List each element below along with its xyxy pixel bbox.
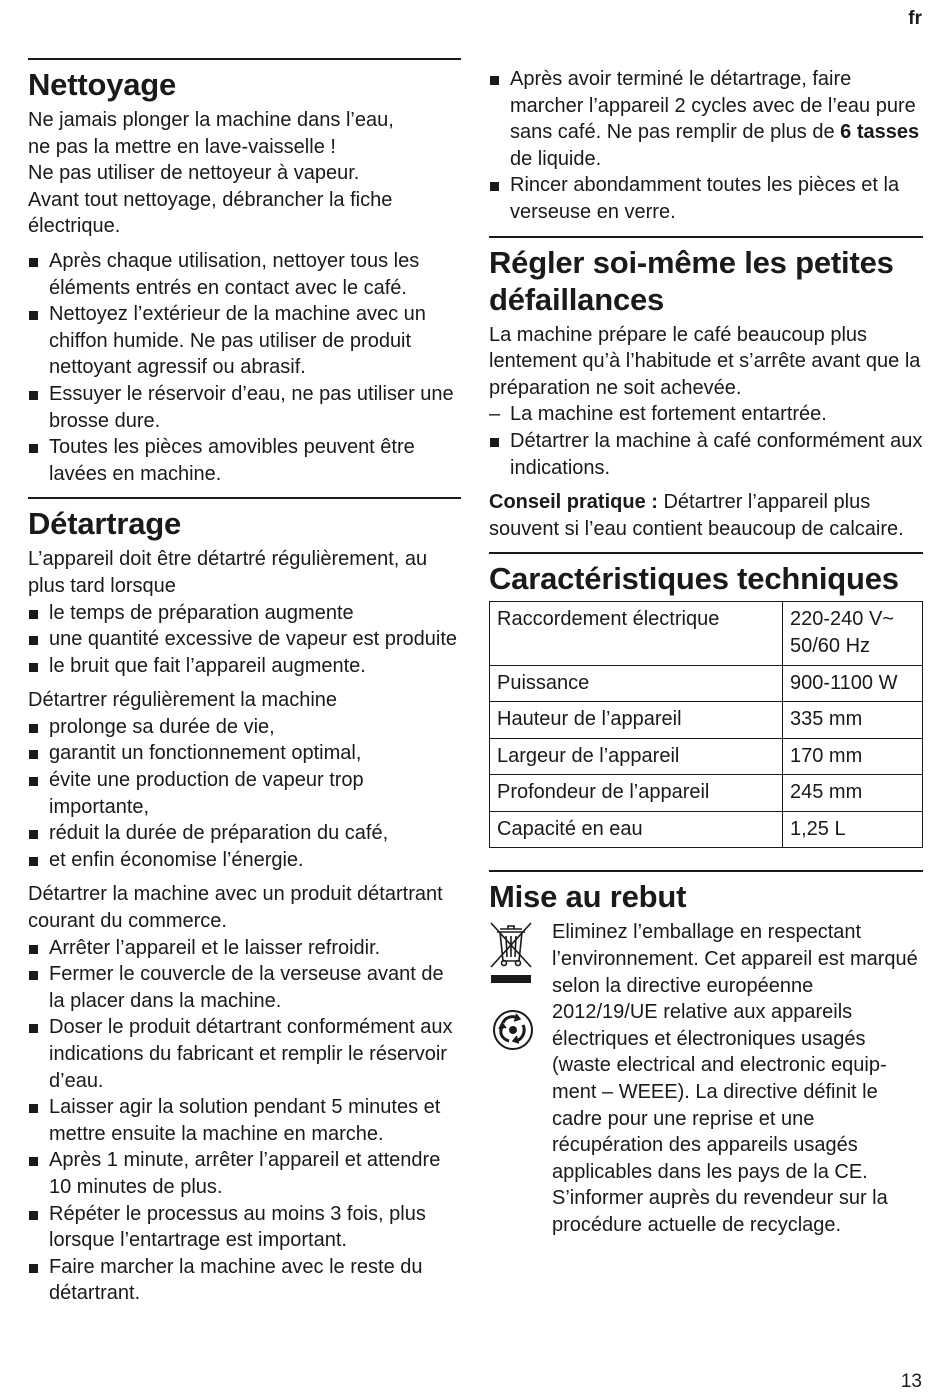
page-number: 13 <box>900 1371 922 1392</box>
table-row <box>490 775 923 812</box>
table-row <box>490 811 923 848</box>
spec-label: Hauteur de l’appareil <box>490 702 783 739</box>
nettoyage-list <box>28 248 461 487</box>
item-text: Après avoir terminé le détartrage, faire marcher l’appareil 2 cycles avec de l’eau pure sans café. Ne pas remplir de plus de <box>510 68 916 144</box>
list-item: Arrêter l’appareil et le laisser refroidir. <box>28 935 461 962</box>
list-item: réduit la durée de préparation du café, <box>28 820 461 847</box>
detartrage-list-3 <box>28 935 461 1307</box>
detartrage-list-2 <box>28 714 461 874</box>
detartrage-list-1 <box>28 600 461 680</box>
heading-rebut: Mise au rebut <box>489 879 687 915</box>
language-code: fr <box>908 8 922 29</box>
spec-value-line: 50/60 Hz <box>790 634 871 657</box>
list-item: Toutes les pièces amovibles peuvent être lavées en machine. <box>28 434 461 487</box>
section-detartrage <box>28 497 461 1307</box>
nettoyage-intro-2: ne pas la mettre en lave-vaisselle ! <box>28 135 336 158</box>
conseil-text: Détartrer l’appareil plus souvent si l’eau contient beaucoup de calcaire. <box>489 491 904 540</box>
table-row <box>490 702 923 739</box>
list-item: Doser le produit détartrant conformément aux indications du fabricant et remplir le réservoir d’eau. <box>28 1014 461 1094</box>
spec-value-line: 220-240 V~ <box>790 608 894 631</box>
list-item: Après chaque utilisation, nettoyer tous les éléments entrés en contact avec le café. <box>28 248 461 301</box>
item-text: de liquide. <box>510 147 602 170</box>
nettoyage-intro-4: Avant tout nettoyage, débrancher la fiche <box>28 188 393 211</box>
list-item: Nettoyez l’extérieur de la machine avec un chiffon humide. Ne pas utiliser de produit nettoyant agressif ou abrasif. <box>28 301 461 381</box>
list-item: Rincer abondamment toutes les pièces et la verseuse en verre. <box>489 172 923 225</box>
list-item: Détartrer la machine à café conformément aux indications. <box>489 428 923 481</box>
spec-value: 335 mm <box>783 702 923 739</box>
conseil-pratique <box>489 489 923 542</box>
rebut-block <box>489 919 923 1238</box>
detartrage-continued-list <box>489 66 923 226</box>
table-row <box>490 602 923 665</box>
list-item: le temps de préparation augmente <box>28 600 461 627</box>
rebut-icons <box>489 919 552 1238</box>
regler-intro: La machine prépare le café beaucoup plus lentement qu’à l’habitude et s’arrête avant que la préparation ne soit achevée. <box>489 323 921 399</box>
spec-label: Profondeur de l’appareil <box>490 775 783 812</box>
section-regler <box>489 236 923 543</box>
list-item: Après 1 minute, arrêter l’appareil et attendre 10 minutes de plus. <box>28 1147 461 1200</box>
rebut-text: Eliminez l’emballage en respectant l’environnement. Cet appareil est marqué selon la directive européenne 2012/19/UE relative aux appareils électriques et électroniques usagés (waste electrical and electronic equipment – WEEE). La directive définit le cadre pour une reprise et une récupération des appareils usagés applicables dans les pays de la CE. S’informer auprès du revendeur sur la procédure actuelle de recyclage. <box>552 921 918 1236</box>
heading-line: défaillances <box>489 281 665 317</box>
table-row <box>490 665 923 702</box>
list-item: Essuyer le réservoir d’eau, ne pas utiliser une brosse dure. <box>28 381 461 434</box>
recycling-icon <box>489 1009 537 1051</box>
spec-value: 245 mm <box>783 775 923 812</box>
spec-label: Capacité en eau <box>490 811 783 848</box>
heading-detartrage: Détartrage <box>28 506 182 542</box>
spec-label: Raccordement électrique <box>490 602 783 665</box>
conseil-label: Conseil pratique : <box>489 491 658 514</box>
heading-caracteristiques: Caractéristiques techniques <box>489 561 899 597</box>
section-caracteristiques <box>489 552 923 848</box>
list-item: le bruit que fait l’appareil augmente. <box>28 653 461 680</box>
list-item: garantit un fonctionnement optimal, <box>28 740 461 767</box>
list-item: évite une production de vapeur trop importante, <box>28 767 461 820</box>
crossed-bin-icon <box>489 919 533 993</box>
spec-label: Largeur de l’appareil <box>490 738 783 775</box>
item-bold-text: 6 tasses <box>840 121 920 144</box>
section-nettoyage <box>28 58 461 487</box>
list-item <box>489 66 923 172</box>
list-item: Répéter le processus au moins 3 fois, plus lorsque l’entartrage est important. <box>28 1201 461 1254</box>
nettoyage-intro-1: Ne jamais plonger la machine dans l’eau, <box>28 109 394 131</box>
table-row <box>490 738 923 775</box>
list-item: et enfin économise l’énergie. <box>28 847 461 874</box>
spec-value: 170 mm <box>783 738 923 775</box>
heading-line: Régler soi-même les petites <box>489 244 894 280</box>
spec-value <box>783 602 923 665</box>
list-item: une quantité excessive de vapeur est produite <box>28 626 461 653</box>
list-item: prolonge sa durée de vie, <box>28 714 461 741</box>
nettoyage-intro-3: Ne pas utiliser de nettoyeur à vapeur. <box>28 162 360 185</box>
spec-value: 900-1100 W <box>783 665 923 702</box>
specs-table <box>489 601 923 848</box>
heading-nettoyage: Nettoyage <box>28 67 177 102</box>
detartrage-intro-1: L’appareil doit être détartré régulièrement, au plus tard lorsque <box>28 548 428 597</box>
spec-value: 1,25 L <box>783 811 923 848</box>
spec-label: Puissance <box>490 665 783 702</box>
left-column <box>28 58 461 1307</box>
heading-regler <box>489 244 923 318</box>
regler-list <box>489 401 923 481</box>
list-item: Faire marcher la machine avec le reste du détartrant. <box>28 1254 461 1307</box>
detartrage-intro-3: Détartrer la machine avec un produit détartrant courant du commerce. <box>28 883 443 933</box>
dash-item: – La machine est fortement entartrée. <box>489 401 923 428</box>
section-rebut <box>489 870 923 1238</box>
nettoyage-intro-5: électrique. <box>28 215 121 238</box>
detartrage-intro-2: Détartrer régulièrement la machine <box>28 689 338 712</box>
list-item: Fermer le couvercle de la verseuse avant de la placer dans la machine. <box>28 961 461 1014</box>
right-column <box>489 66 923 1239</box>
list-item: Laisser agir la solution pendant 5 minutes et mettre ensuite la machine en marche. <box>28 1094 461 1147</box>
